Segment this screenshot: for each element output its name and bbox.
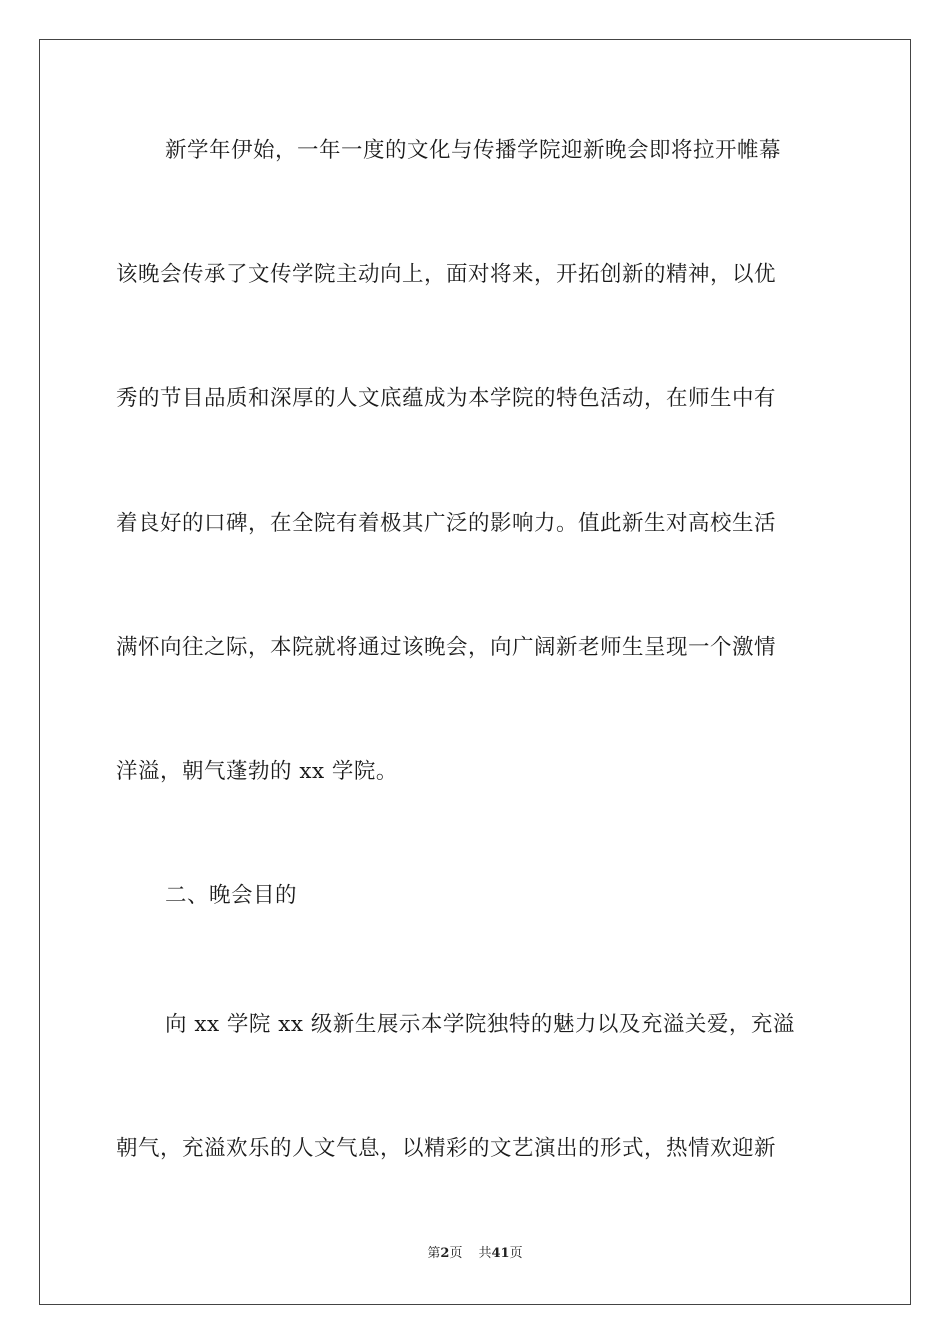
- page-border: [39, 39, 911, 1305]
- paragraph-line-4: 着良好的口碑，在全院有着极其广泛的影响力。值此新生对高校生活: [116, 511, 777, 536]
- page-footer: [0, 1244, 950, 1264]
- total-pages: 41: [491, 1246, 510, 1261]
- paragraph-line-1: 新学年伊始，一年一度的文化与传播学院迎新晚会即将拉开帷幕: [165, 138, 782, 163]
- paragraph-line-3: 秀的节目品质和深厚的人文底蕴成为本学院的特色活动，在师生中有: [116, 386, 777, 411]
- paragraph-line-7: 向 xx 学院 xx 级新生展示本学院独特的魅力以及充溢关爱，充溢: [165, 1012, 795, 1037]
- page-suffix: 页: [449, 1246, 463, 1261]
- section-heading: 二、晚会目的: [165, 883, 298, 908]
- total-prefix: 共: [478, 1246, 492, 1261]
- total-suffix: 页: [509, 1246, 523, 1261]
- paragraph-line-8: 朝气，充溢欢乐的人文气息，以精彩的文艺演出的形式，热情欢迎新: [116, 1136, 777, 1161]
- page-prefix: 第: [427, 1246, 441, 1261]
- paragraph-line-5: 满怀向往之际，本院就将通过该晚会，向广阔新老师生呈现一个激情: [116, 635, 777, 660]
- paragraph-line-2: 该晚会传承了文传学院主动向上，面对将来，开拓创新的精神，以优: [116, 262, 777, 287]
- page-number: 2: [440, 1246, 450, 1261]
- paragraph-line-6: 洋溢，朝气蓬勃的 xx 学院。: [116, 759, 398, 784]
